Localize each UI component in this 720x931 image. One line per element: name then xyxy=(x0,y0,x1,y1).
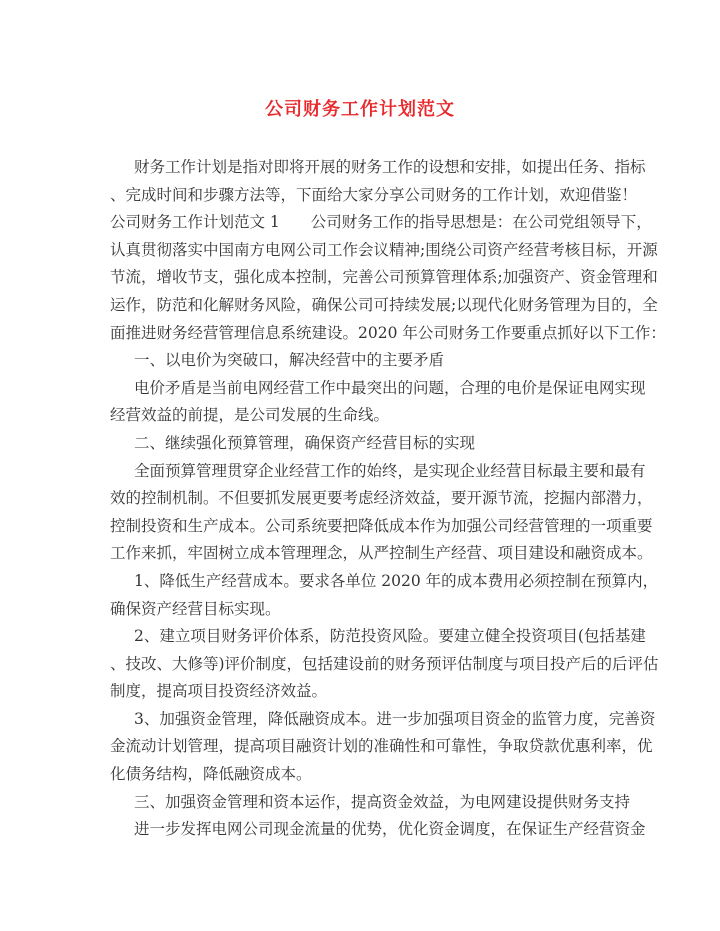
text-line: 2、建立项目财务评价体系，防范投资风险。要建立健全投资项目(包括基建 xyxy=(134,627,646,646)
text-line: 、完成时间和步骤方法等，下面给大家分享公司财务的工作计划，欢迎借鉴！ xyxy=(110,185,638,204)
document-title: 公司财务工作计划范文 xyxy=(265,99,455,120)
text-line: 经营效益的前提，是公司发展的生命线。 xyxy=(110,406,390,425)
text-line: 效的控制机制。不但要抓发展更要考虑经济效益，要开源节流，挖掘内部潜力， xyxy=(110,489,653,508)
text-line: 控制投资和生产成本。公司系统要把降低成本作为加强公司经营管理的一项重要 xyxy=(110,516,653,535)
text-line: 金流动计划管理，提高项目融资计划的准确性和可靠性，争取贷款优惠利率，优 xyxy=(110,737,653,756)
text-line: 确保资产经营目标实现。 xyxy=(110,599,281,618)
text-line: 进一步发挥电网公司现金流量的优势，优化资金调度，在保证生产经营资金 xyxy=(134,820,646,839)
text-line: 、技改、大修等)评价制度，包括建设前的财务预评估制度与项目投产后的后评估 xyxy=(110,654,659,673)
text-line: 三、加强资金管理和资本运作，提高资金效益，为电网建设提供财务支持 xyxy=(134,792,631,811)
text-line: 电价矛盾是当前电网经营工作中最突出的问题，合理的电价是保证电网实现 xyxy=(134,378,646,397)
text-line: 3、加强资金管理，降低融资成本。进一步加强项目资金的监管力度，完善资 xyxy=(134,709,656,728)
text-line: 1、降低生产经营成本。要求各单位 2020 年的成本费用必须控制在预算内， xyxy=(134,571,659,590)
text-line: 全面预算管理贯穿企业经营工作的始终，是实现企业经营目标最主要和最有 xyxy=(134,461,646,480)
text-line: 化债务结构，降低融资成本。 xyxy=(110,765,312,784)
text-line: 公司财务工作计划范文 1 公司财务工作的指导思想是：在公司党组领导下， xyxy=(110,213,652,232)
text-line: 制度，提高项目投资经济效益。 xyxy=(110,682,328,701)
text-line: 一、以电价为突破口，解决经营中的主要矛盾 xyxy=(134,351,445,370)
text-line: 节流，增收节支，强化成本控制，完善公司预算管理体系;加强资产、资金管理和 xyxy=(110,268,658,287)
text-line: 二、继续强化预算管理，确保资产经营目标的实现 xyxy=(134,433,476,452)
text-line: 面推进财务经营管理信息系统建设。2020 年公司财务工作要重点抓好以下工作： xyxy=(110,323,666,342)
text-line: 认真贯彻落实中国南方电网公司工作会议精神;围绕公司资产经营考核目标，开源 xyxy=(110,240,658,259)
text-line: 运作，防范和化解财务风险，确保公司可持续发展;以现代化财务管理为目的，全 xyxy=(110,295,658,314)
document-body xyxy=(110,154,666,844)
text-line: 财务工作计划是指对即将开展的财务工作的设想和安排，如提出任务、指标 xyxy=(134,158,646,176)
text-line: 工作来抓，牢固树立成本管理理念，从严控制生产经营、项目建设和融资成本。 xyxy=(110,544,653,563)
